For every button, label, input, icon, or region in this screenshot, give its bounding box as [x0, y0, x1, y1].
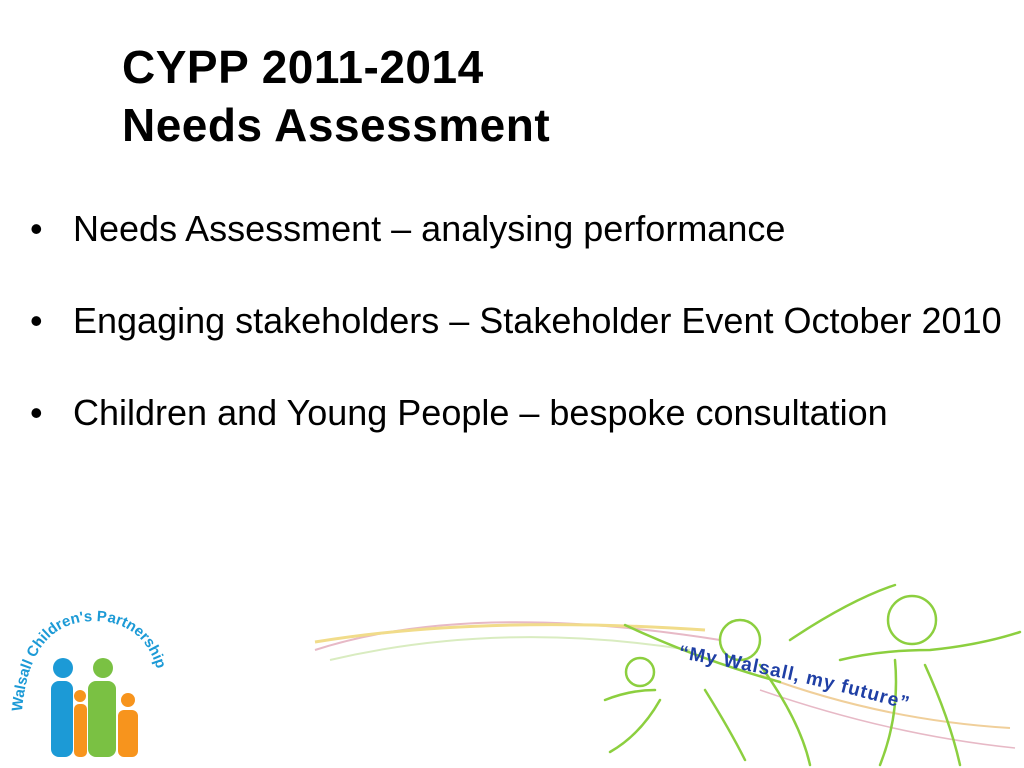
bullet-item	[30, 298, 1010, 344]
bullet-dot: •	[30, 300, 43, 341]
bullet-dot: •	[30, 208, 43, 249]
slide-title	[122, 38, 550, 154]
bullet-item	[30, 206, 1010, 252]
tagline-text: “My Walsall, my future”	[677, 642, 913, 715]
logo-text: Walsall Children's Partnership	[9, 608, 170, 713]
family-figures-icon	[51, 658, 138, 757]
bullet-dot: •	[30, 392, 43, 433]
title-line-2: Needs Assessment	[122, 99, 551, 151]
swoosh-lines	[315, 622, 1015, 748]
title-line-1: CYPP 2011-2014	[122, 41, 484, 93]
bullet-item	[30, 390, 1010, 436]
walsall-partnership-logo	[9, 608, 169, 757]
footer-decoration	[0, 580, 1024, 768]
bullet-text: Children and Young People – bespoke consultation	[73, 392, 888, 433]
bullet-list	[30, 206, 1010, 436]
bullet-text: Needs Assessment – analysing performance	[73, 208, 786, 249]
bullet-text: Engaging stakeholders – Stakeholder Event October 2010	[73, 300, 1002, 341]
